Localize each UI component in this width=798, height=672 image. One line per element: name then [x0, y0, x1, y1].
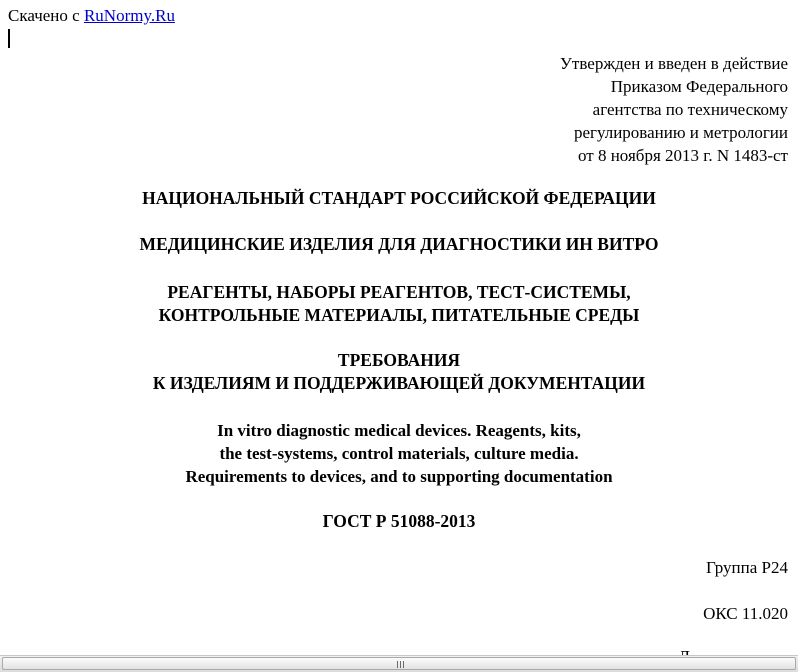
- english-title: [0, 419, 798, 488]
- source-line: [8, 6, 175, 26]
- approval-line: Приказом Федерального: [610, 77, 788, 96]
- group-code: Группа Р24: [706, 558, 788, 577]
- approval-line: регулированию и метрологии: [573, 123, 788, 142]
- english-title-line: Requirements to devices, and to supporting documentation: [185, 467, 613, 486]
- requirements-line: ТРЕБОВАНИЯ: [337, 350, 461, 370]
- reagents-heading: [0, 281, 798, 327]
- standard-type-heading: [0, 187, 798, 210]
- english-title-line: In vitro diagnostic medical devices. Reagents, kits,: [217, 421, 581, 440]
- oks-code: ОКС 11.020: [703, 604, 788, 623]
- grip-icon: [397, 661, 406, 668]
- approval-block: [560, 52, 788, 167]
- standard-type-text: НАЦИОНАЛЬНЫЙ СТАНДАРТ РОССИЙСКОЙ ФЕДЕРАЦИИ: [142, 188, 656, 208]
- approval-line: Утвержден и введен в действие: [559, 54, 788, 73]
- requirements-heading: [0, 349, 798, 395]
- approval-line: агентства по техническому: [592, 100, 788, 119]
- reagents-line: КОНТРОЛЬНЫЕ МАТЕРИАЛЫ, ПИТАТЕЛЬНЫЕ СРЕДЫ: [158, 305, 640, 325]
- source-prefix: Скачено с: [8, 6, 80, 25]
- device-category-text: МЕДИЦИНСКИЕ ИЗДЕЛИЯ ДЛЯ ДИАГНОСТИКИ ИН ВИТРО: [139, 234, 659, 254]
- gost-number-text: ГОСТ Р 51088-2013: [322, 511, 476, 531]
- requirements-line: К ИЗДЕЛИЯМ И ПОДДЕРЖИВАЮЩЕЙ ДОКУМЕНТАЦИИ: [152, 373, 646, 393]
- gost-number-heading: [0, 510, 798, 533]
- text-cursor: [8, 29, 10, 48]
- source-link[interactable]: RuNormy.Ru: [83, 6, 175, 25]
- approval-line: от 8 ноября 2013 г. N 1483-ст: [578, 146, 788, 165]
- reagents-line: РЕАГЕНТЫ, НАБОРЫ РЕАГЕНТОВ, ТЕСТ-СИСТЕМЫ,: [167, 282, 631, 302]
- scrollbar-thumb[interactable]: [2, 657, 796, 670]
- english-title-line: the test-systems, control materials, culture media.: [219, 444, 579, 463]
- horizontal-scrollbar[interactable]: [0, 655, 798, 672]
- device-category-heading: [0, 233, 798, 256]
